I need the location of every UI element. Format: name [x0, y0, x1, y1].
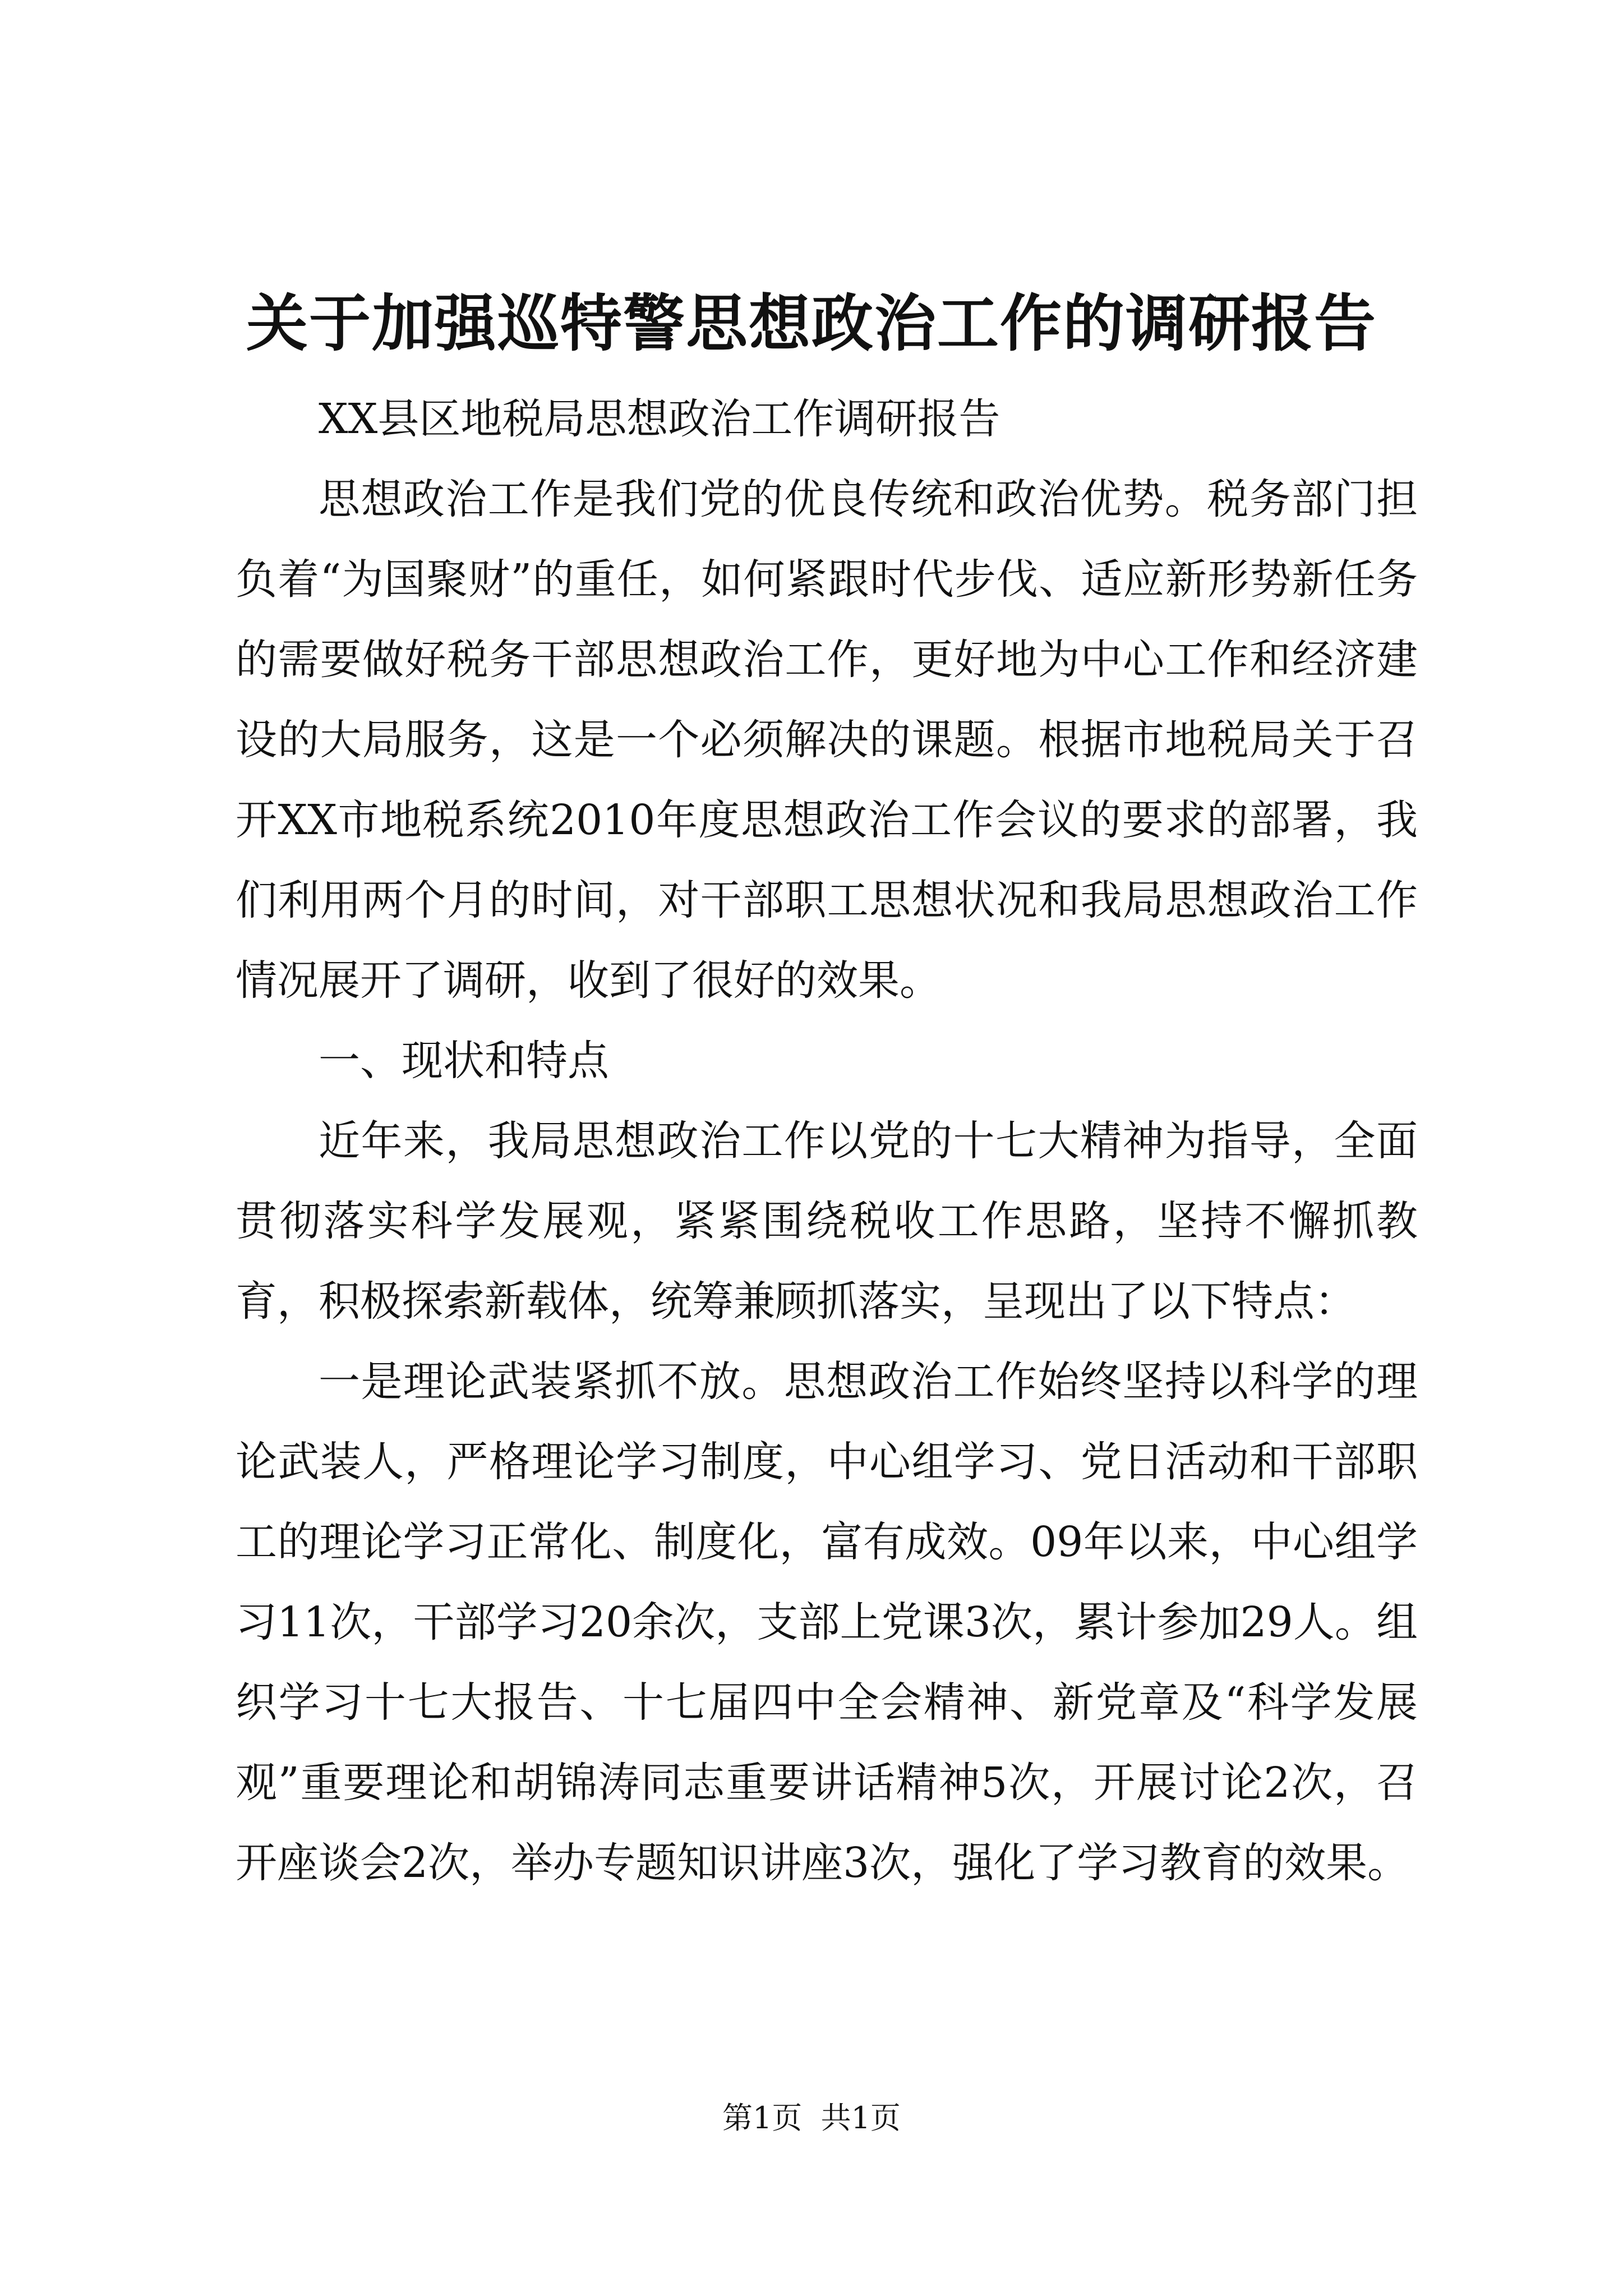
document-title: 关于加强巡特警思想政治工作的调研报告: [246, 287, 1377, 360]
overview-paragraph: 近年来，我局思想政治工作以党的十七大精神为指导，全面贯彻落实科学发展观，紧紧围绕税收工作思路，坚持不懈抓教育，积极探索新载体，统筹兼顾抓落实，呈现出了以下特点：: [236, 1117, 1418, 1326]
document-body: [236, 379, 1418, 1903]
page-total: 共1页: [820, 2100, 901, 2136]
page-number: 第1页: [722, 2100, 803, 2136]
intro-paragraph: 思想政治工作是我们党的优良传统和政治优势。税务部门担负着“为国聚财”的重任，如何紧跟时代步伐、适应新形势新任务的需要做好税务干部思想政治工作，更好地为中心工作和经济建设的大局服务，这是一个必须解决的课题。根据市地税局关于召开XX市地税系统2010年度思想政治工作会议的要求的部署，我们利用两个月的时间，对干部职工思想状况和我局思想政治工作情况展开了调研，收到了很好的效果。: [236, 475, 1418, 1005]
page-footer: [0, 2096, 1623, 2141]
section-heading: 一、现状和特点: [319, 1037, 609, 1085]
point-one-paragraph: 一是理论武装紧抓不放。思想政治工作始终坚持以科学的理论武装人，严格理论学习制度，中心组学习、党日活动和干部职工的理论学习正常化、制度化，富有成效。09年以来，中心组学习11次，干部学习20余次，支部上党课3次，累计参加29人。组织学习十七大报告、十七届四中全会精神、新党章及“科学发展观”重要理论和胡锦涛同志重要讲话精神5次，开展讨论2次，召开座谈会2次，举办专题知识讲座3次，强化了学习教育的效果。: [236, 1358, 1418, 1887]
subtitle-paragraph: XX县区地税局思想政治工作调研报告: [319, 395, 1000, 443]
